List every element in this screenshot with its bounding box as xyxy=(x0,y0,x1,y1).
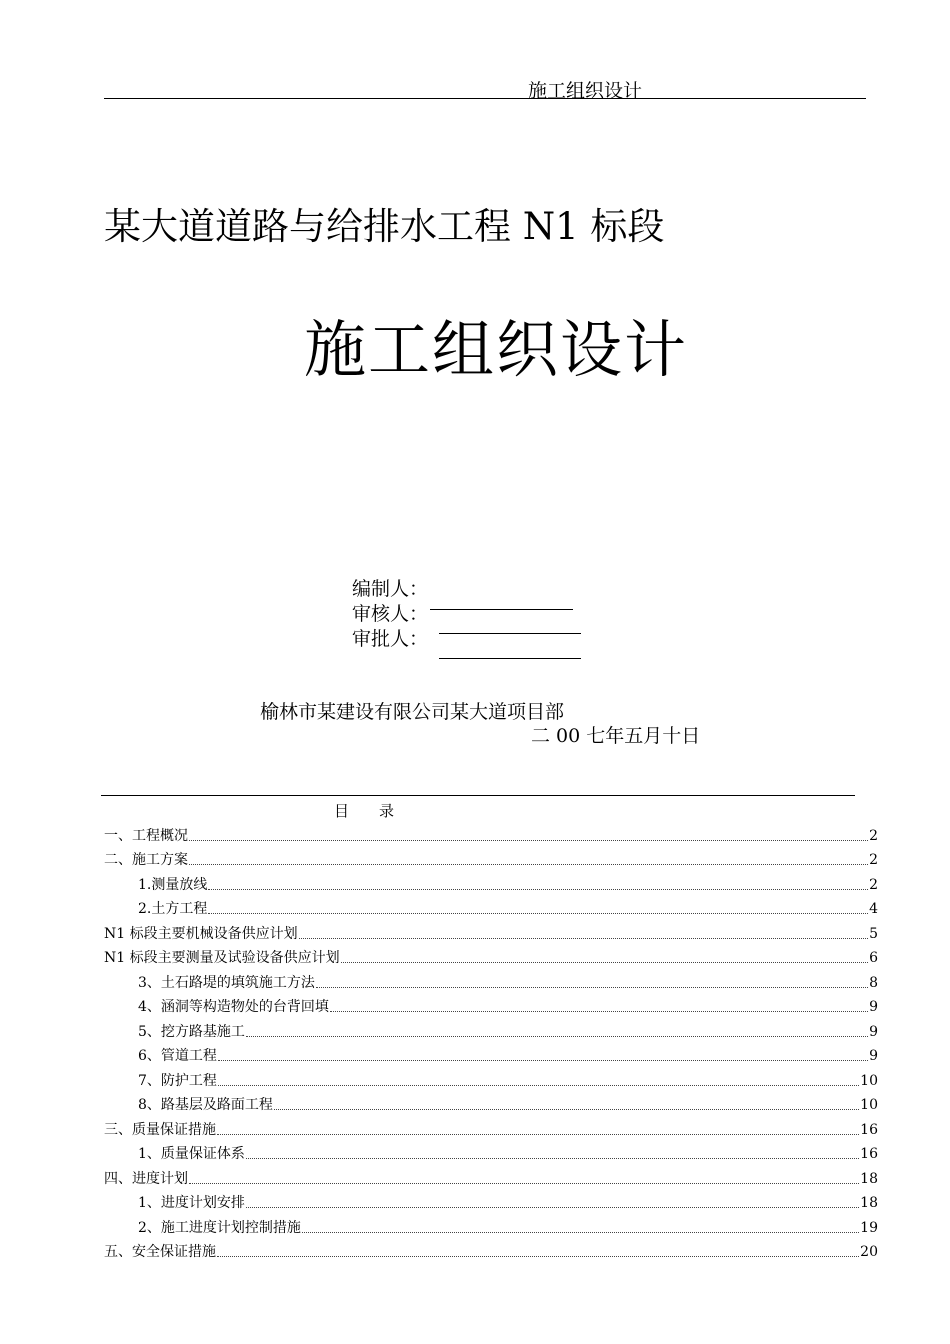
toc-entry-label: 一、工程概况 xyxy=(104,827,188,844)
toc-dot-leader xyxy=(316,987,868,988)
toc-dot-leader xyxy=(330,1011,868,1012)
toc-entry[interactable] xyxy=(104,847,878,872)
toc-entry[interactable] xyxy=(104,871,878,896)
toc-entry[interactable] xyxy=(104,1214,878,1239)
toc-entry-page: 9 xyxy=(869,1023,878,1040)
toc-entry[interactable] xyxy=(104,1239,878,1264)
toc-entry[interactable] xyxy=(104,1043,878,1068)
approver-label: 审批人： xyxy=(352,628,429,650)
running-header: 施工组织设计 xyxy=(528,80,643,102)
document-title: 施工组织设计 xyxy=(304,313,689,386)
toc-entry-label: 1、质量保证体系 xyxy=(138,1146,245,1162)
toc-entry-page: 18 xyxy=(860,1195,878,1211)
toc-dot-leader xyxy=(341,962,868,963)
toc-entry[interactable] xyxy=(104,1092,878,1117)
toc-entry-page: 4 xyxy=(869,901,878,917)
toc-entry-label: 1.测量放线 xyxy=(138,876,208,893)
toc-dot-leader xyxy=(217,1256,859,1257)
toc-dot-leader xyxy=(299,938,868,939)
toc-entry[interactable] xyxy=(104,1067,878,1092)
toc-entry-label: 四、进度计划 xyxy=(104,1170,188,1187)
toc-entry-label: N1 标段主要测量及试验设备供应计划 xyxy=(104,950,340,966)
toc-dot-leader xyxy=(246,1158,859,1159)
toc-entry-page: 8 xyxy=(869,974,878,991)
editor-label: 编制人： xyxy=(352,578,429,600)
toc-entry-page: 10 xyxy=(860,1072,878,1089)
toc-entry-label: N1 标段主要机械设备供应计划 xyxy=(104,925,298,942)
toc-dot-leader xyxy=(246,1036,868,1037)
toc-dot-leader xyxy=(189,864,868,865)
toc-dot-leader xyxy=(302,1232,859,1233)
toc-entry[interactable] xyxy=(104,1141,878,1166)
toc-dot-leader xyxy=(274,1109,859,1110)
toc-entry-page: 18 xyxy=(860,1170,878,1187)
toc-entry[interactable] xyxy=(104,945,878,970)
toc-entry[interactable] xyxy=(104,969,878,994)
toc-dot-leader xyxy=(189,840,868,841)
toc-entry-label: 三、质量保证措施 xyxy=(104,1121,216,1138)
toc-entry[interactable] xyxy=(104,994,878,1019)
toc-dot-leader xyxy=(208,889,868,890)
toc-entry-label: 4、涵洞等构造物处的台背回填 xyxy=(138,999,329,1015)
toc-entry-page: 9 xyxy=(869,999,878,1015)
toc-dot-leader xyxy=(218,1060,868,1061)
toc-entry-page: 20 xyxy=(860,1244,878,1260)
toc-dot-leader xyxy=(208,913,868,914)
toc-entry-label: 8、路基层及路面工程 xyxy=(138,1097,273,1113)
toc-entry-label: 五、安全保证措施 xyxy=(104,1244,216,1260)
extra-signature-line xyxy=(439,658,581,659)
table-of-contents xyxy=(104,822,878,1263)
company-name: 榆林市某建设有限公司某大道项目部 xyxy=(260,701,565,723)
header-rule xyxy=(104,98,866,99)
toc-entry-label: 3、土石路堤的填筑施工方法 xyxy=(138,974,315,991)
toc-entry[interactable] xyxy=(104,1116,878,1141)
toc-entry-page: 16 xyxy=(860,1121,878,1138)
toc-dot-leader xyxy=(218,1085,859,1086)
document-date: 二 00 七年五月十日 xyxy=(531,725,701,747)
toc-entry-page: 2 xyxy=(869,827,878,844)
toc-entry-page: 2 xyxy=(869,876,878,893)
toc-dot-leader xyxy=(189,1183,859,1184)
toc-entry-page: 6 xyxy=(869,950,878,966)
toc-entry[interactable] xyxy=(104,896,878,921)
reviewer-label: 审核人： xyxy=(352,603,429,625)
toc-dot-leader xyxy=(246,1207,859,1208)
toc-entry-label: 2.土方工程 xyxy=(138,901,208,917)
toc-entry[interactable] xyxy=(104,920,878,945)
approver-signature-line xyxy=(439,633,581,634)
toc-entry-page: 10 xyxy=(860,1097,878,1113)
toc-entry-page: 9 xyxy=(869,1048,878,1064)
toc-entry-label: 1、进度计划安排 xyxy=(138,1195,245,1211)
toc-top-rule xyxy=(101,795,855,796)
toc-entry-label: 二、施工方案 xyxy=(104,852,188,868)
toc-entry-page: 5 xyxy=(869,925,878,942)
toc-entry-label: 2、施工进度计划控制措施 xyxy=(138,1219,301,1236)
toc-entry-page: 2 xyxy=(869,852,878,868)
toc-entry-label: 6、管道工程 xyxy=(138,1048,217,1064)
reviewer-signature-line xyxy=(430,609,573,610)
toc-entry[interactable] xyxy=(104,1190,878,1215)
toc-entry[interactable] xyxy=(104,1018,878,1043)
toc-entry[interactable] xyxy=(104,822,878,847)
project-title: 某大道道路与给排水工程 N1 标段 xyxy=(104,205,665,248)
toc-dot-leader xyxy=(217,1134,859,1135)
toc-entry-page: 19 xyxy=(860,1219,878,1236)
toc-entry-label: 5、挖方路基施工 xyxy=(138,1023,245,1040)
toc-entry-page: 16 xyxy=(860,1146,878,1162)
toc-entry-label: 7、防护工程 xyxy=(138,1072,217,1089)
toc-entry[interactable] xyxy=(104,1165,878,1190)
toc-heading: 目 录 xyxy=(334,802,395,820)
